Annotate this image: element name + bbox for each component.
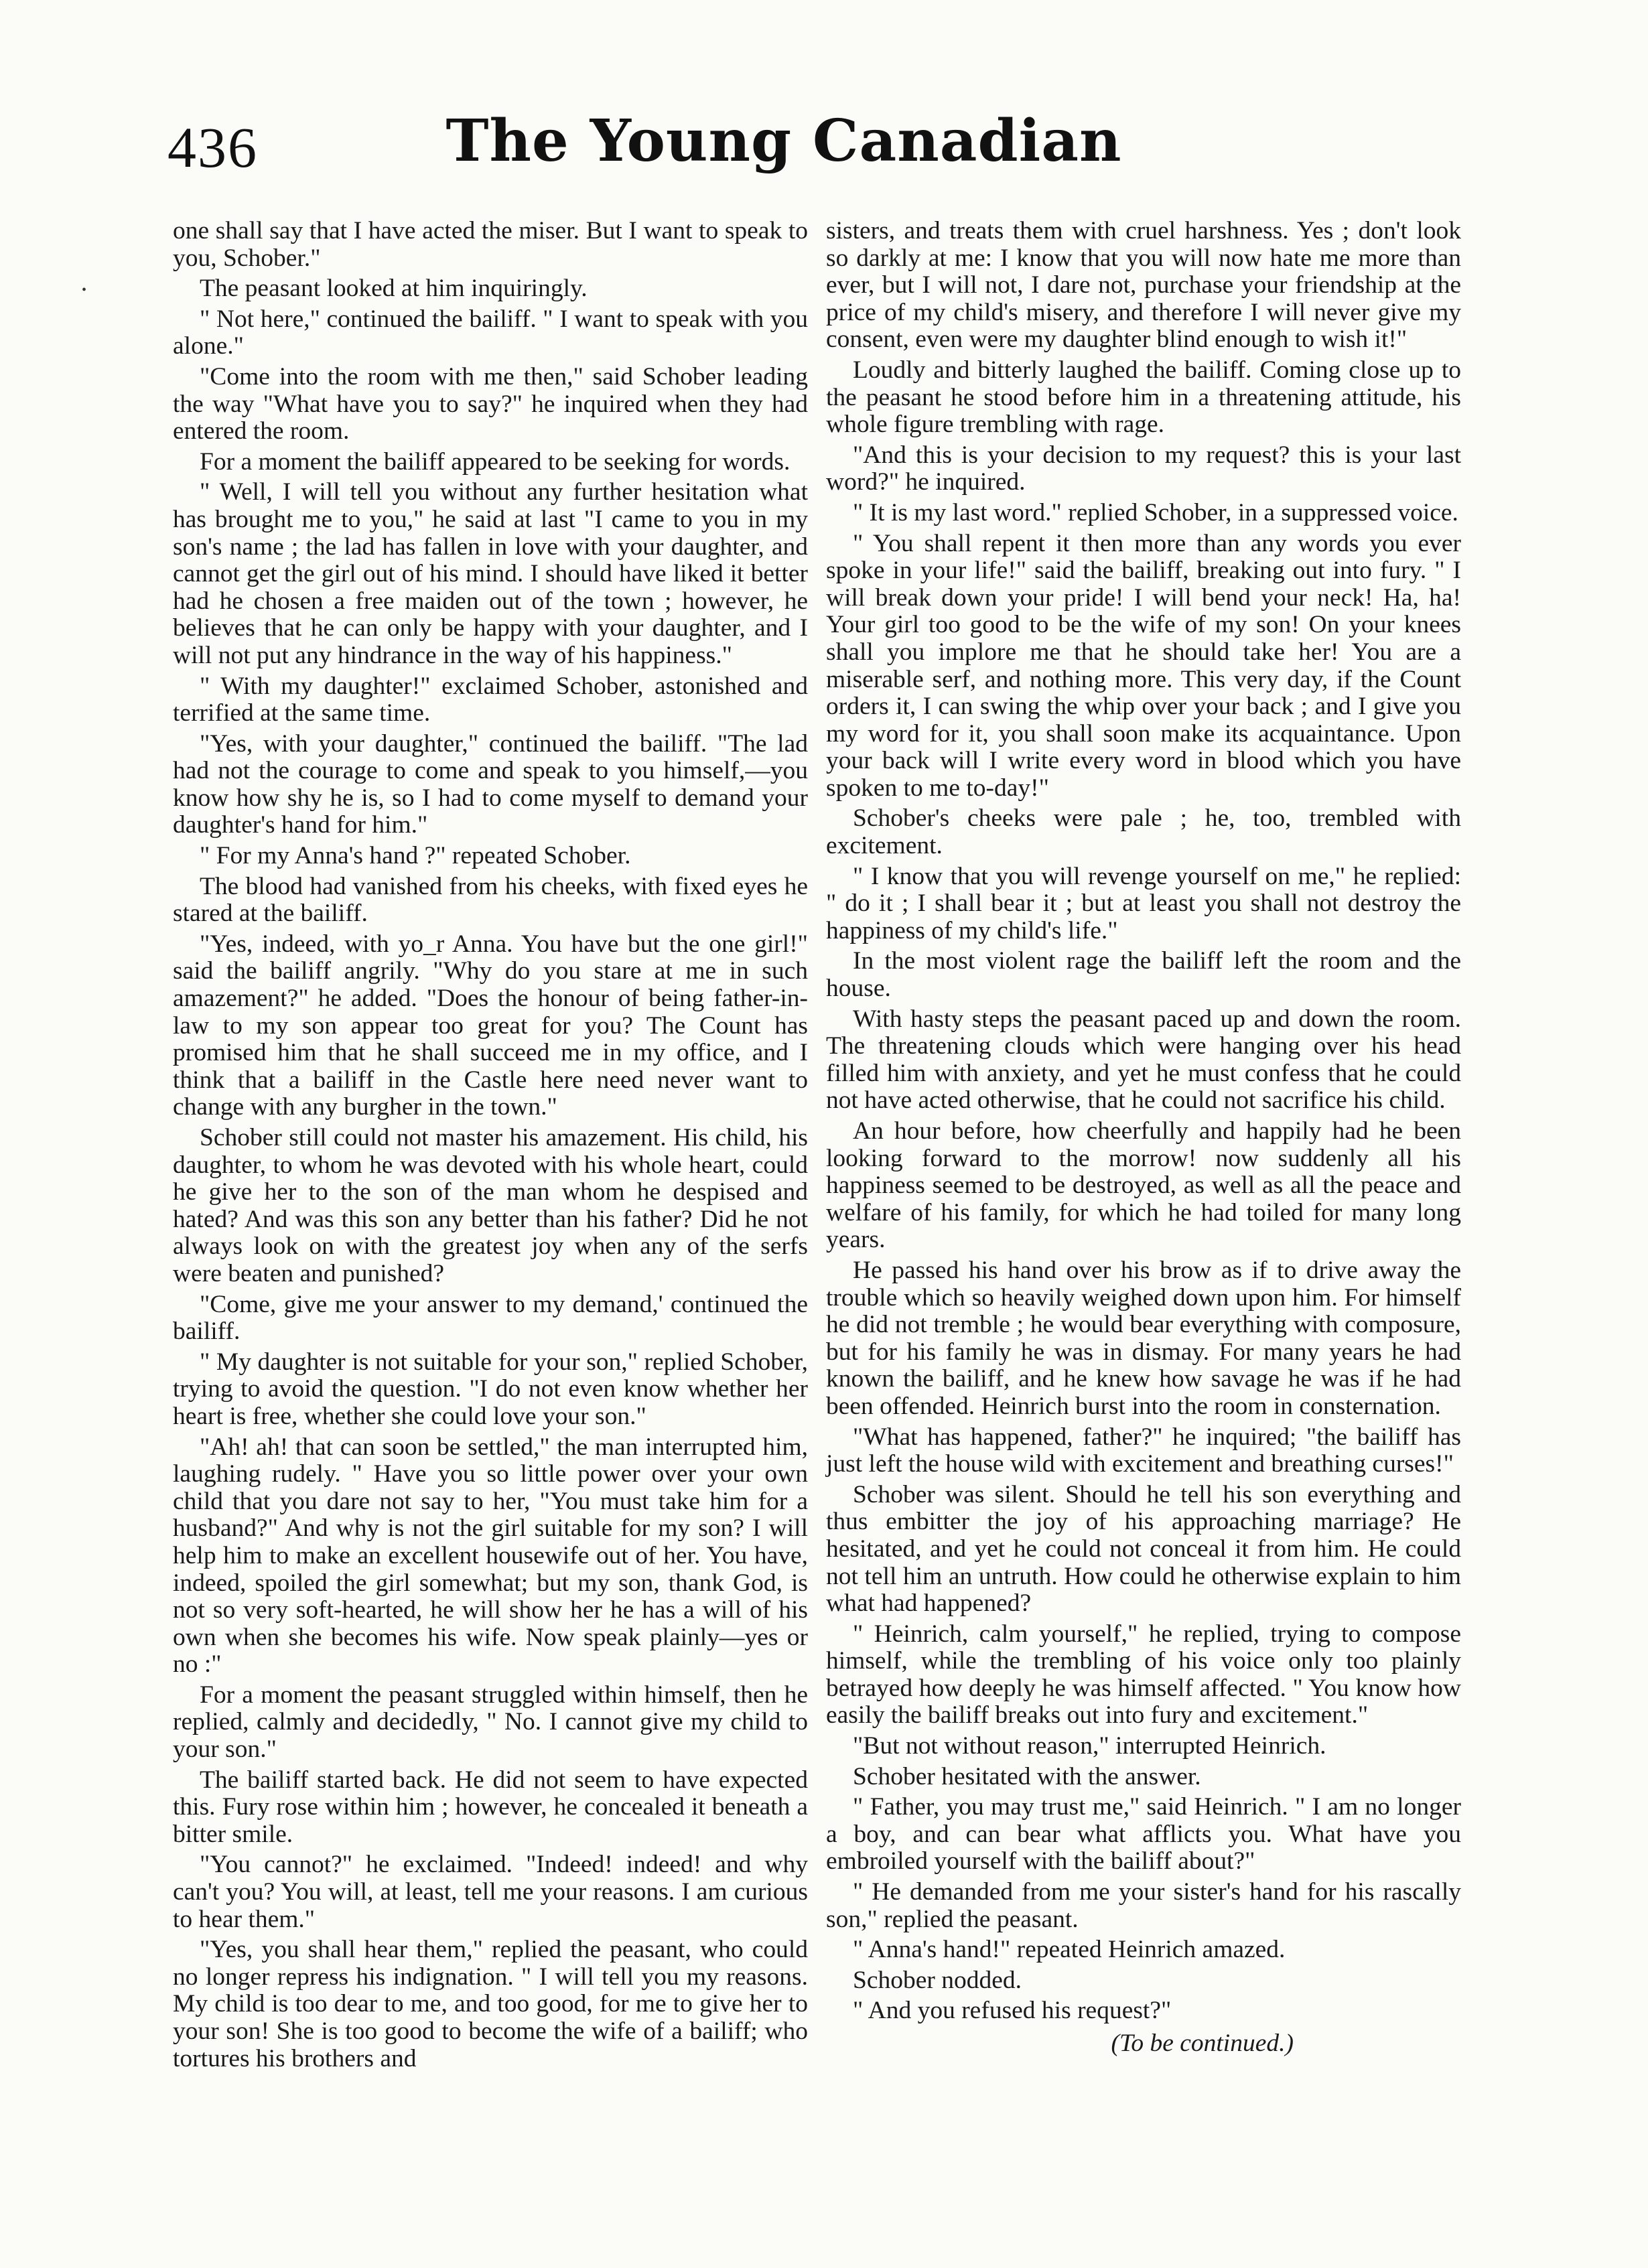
masthead-title: The Young Canadian xyxy=(445,107,1122,175)
paragraph: For a moment the peasant struggled within himself, then he replied, calmly and decidedly, " No. I cannot give my child to your son." xyxy=(173,1681,808,1764)
paragraph: "Yes, indeed, with yo_r Anna. You have but the one girl!" said the bailiff angrily. "Why do you stare at me in such amazement?" he added. "Does the honour of being father-in-law to my son appear too great for you? The Count has promised him that he shall succeed me in my office, and I think that a bailiff in the Castle here need never want to change with any burgher in the town." xyxy=(173,930,808,1121)
paragraph: " He demanded from me your sister's hand for his rascally son," replied the peasant. xyxy=(826,1878,1461,1933)
paragraph: The blood had vanished from his cheeks, with fixed eyes he stared at the bailiff. xyxy=(173,872,808,928)
paragraph: "Come, give me your answer to my demand,' continued the bailiff. xyxy=(173,1290,808,1346)
paragraph: "Ah! ah! that can soon be settled," the man interrupted him, laughing rudely. " Have you so little power over your own child that you dare not say to her, "You must take him for a husband?" And why is not the girl suitable for my son? I will help him to make an excellent housewife out of her. You have, indeed, spoiled the girl somewhat; but my son, thank God, is not so very soft-hearted, he will show her he has a will of his own when she becomes his wife. Now speak plainly—yes or no :" xyxy=(173,1433,808,1679)
margin-dot: • xyxy=(82,283,87,297)
paragraph: " My daughter is not suitable for your son," replied Schober, trying to avoid the question. "I do not even know whether her heart is free, whether she could love your son." xyxy=(173,1348,808,1430)
paragraph: " With my daughter!" exclaimed Schober, astonished and terrified at the same time. xyxy=(173,672,808,727)
paragraph: Schober's cheeks were pale ; he, too, trembled with excitement. xyxy=(826,804,1461,860)
paragraph: " Father, you may trust me," said Heinrich. " I am no longer a boy, and can bear what afflicts you. What have you embroiled yourself with the bailiff about?" xyxy=(826,1793,1461,1875)
paragraph: Schober hesitated with the answer. xyxy=(853,1762,1201,1790)
paragraph: "What has happened, father?" he inquired; "the bailiff has just left the house wild with excitement and breathing curses!" xyxy=(826,1423,1461,1478)
paragraph: "Come into the room with me then," said Schober leading the way "What have you to say?" he inquired when they had entered the room. xyxy=(173,362,808,445)
paragraph: Schober nodded. xyxy=(853,1966,1022,1994)
paragraph: Schober still could not master his amazement. His child, his daughter, to whom he was devoted with his whole heart, could he give her to the son of the man whom he despised and hated? And was this son any better than his father? Did he not always look on with the greatest joy when any of the serfs were beaten and punished? xyxy=(173,1124,808,1287)
paragraph: "Yes, you shall hear them," replied the peasant, who could no longer repress his indignation. " I will tell you my reasons. My child is too dear to me, and too good, for me to give her to your son! She is too good to become the wife of a bailiff; who tortures his brothers and xyxy=(173,1936,808,2072)
paragraph: "Yes, with your daughter," continued the bailiff. "The lad had not the courage to come and speak to you himself,—you know how shy he is, so I had to come myself to demand your daughter's hand for him." xyxy=(173,729,808,839)
paragraph: "And this is your decision to my request? this is your last word?" he inquired. xyxy=(826,441,1461,496)
paragraph: Schober was silent. Should he tell his son everything and thus embitter the joy of his approaching marriage? He hesitated, and yet he could not conceal it from him. He could not tell him an untruth. How could he otherwise explain to him what had happened? xyxy=(826,1480,1461,1618)
paragraph: " It is my last word." replied Schober, in a suppressed voice. xyxy=(853,498,1458,526)
left-text-column xyxy=(173,218,808,2076)
page-header xyxy=(167,107,1400,208)
to-be-continued-note: (To be continued.) xyxy=(1111,2030,1294,2057)
paragraph: sisters, and treats them with cruel harshness. Yes ; don't look so darkly at me: I know that you will now hate me more than ever, but I will not, I dare not, purchase your friendship at the price of my child's misery, and therefore I will never give my consent, even were my daughter blind enough to wish it!" xyxy=(826,217,1461,354)
paragraph: " Not here," continued the bailiff. " I want to speak with you alone." xyxy=(173,305,808,360)
paragraph: The peasant looked at him inquiringly. xyxy=(200,275,588,303)
paragraph: " And you refused his request?" xyxy=(853,1997,1172,2025)
page-number: 436 xyxy=(167,115,258,180)
right-text-column xyxy=(826,218,1461,2058)
paragraph: one shall say that I have acted the miser. But I want to speak to you, Schober." xyxy=(173,217,808,272)
paragraph: The bailiff started back. He did not seem to have expected this. Fury rose within him ; however, he concealed it beneath a bitter smile. xyxy=(173,1766,808,1848)
paragraph: " Heinrich, calm yourself," he replied, trying to compose himself, while the trembling of his voice only too plainly betrayed how deeply he was himself affected. " You know how easily the bailiff breaks out into fury and excitement." xyxy=(826,1620,1461,1729)
paragraph: "But not without reason," interrupted Heinrich. xyxy=(853,1732,1326,1760)
paragraph: Loudly and bitterly laughed the bailiff. Coming close up to the peasant he stood before him in a threatening attitude, his whole figure trembling with rage. xyxy=(826,356,1461,439)
paragraph: In the most violent rage the bailiff left the room and the house. xyxy=(826,947,1461,1003)
paragraph: For a moment the bailiff appeared to be seeking for words. xyxy=(200,447,791,476)
paragraph: " For my Anna's hand ?" repeated Schober. xyxy=(200,842,631,870)
paragraph: " Anna's hand!" repeated Heinrich amazed. xyxy=(853,1936,1286,1964)
paragraph: "You cannot?" he exclaimed. "Indeed! indeed! and why can't you? You will, at least, tell me your reasons. I am curious to hear them." xyxy=(173,1851,808,1933)
paragraph: An hour before, how cheerfully and happily had he been looking forward to the morrow! now suddenly all his happiness seemed to be destroyed, as well as all the peace and welfare of his family, for which he had toiled for many long years. xyxy=(826,1117,1461,1254)
paragraph: " I know that you will revenge yourself on me," he replied: " do it ; I shall bear it ; but at least you shall not destroy the happiness of my child's life." xyxy=(826,862,1461,944)
paragraph: With hasty steps the peasant paced up and down the room. The threatening clouds which were hanging over his head filled him with anxiety, and yet he must confess that he could not have acted otherwise, that he could not sacrifice his child. xyxy=(826,1005,1461,1115)
paragraph: " Well, I will tell you without any further hesitation what has brought me to you," he said at last "I came to you in my son's name ; the lad has fallen in love with your daughter, and cannot get the girl out of his mind. I should have liked it better had he chosen a free maiden out of the town ; however, he believes that he can only be happy with your daughter, and I will not put any hindrance in the way of his happiness." xyxy=(173,478,808,669)
paragraph: He passed his hand over his brow as if to drive away the trouble which so heavily weighed down upon him. For himself he did not tremble ; he would bear everything with composure, but for his family he was in dismay. For many years he had known the bailiff, and he knew how savage he was if he had been offended. Heinrich burst into the room in consternation. xyxy=(826,1256,1461,1420)
paragraph: " You shall repent it then more than any words you ever spoke in your life!" said the bailiff, breaking out into fury. " I will break down your pride! I will bend your neck! Ha, ha! Your girl too good to be the wife of my son! On your knees shall you implore me that he should take her! You are a miserable serf, and nothing more. This very day, if the Count orders it, I can swing the whip over your back ; and I give you my word for it, you shall soon make its acquaintance. Upon your back will I write every word in blood which you have spoken to me to-day!" xyxy=(826,529,1461,802)
